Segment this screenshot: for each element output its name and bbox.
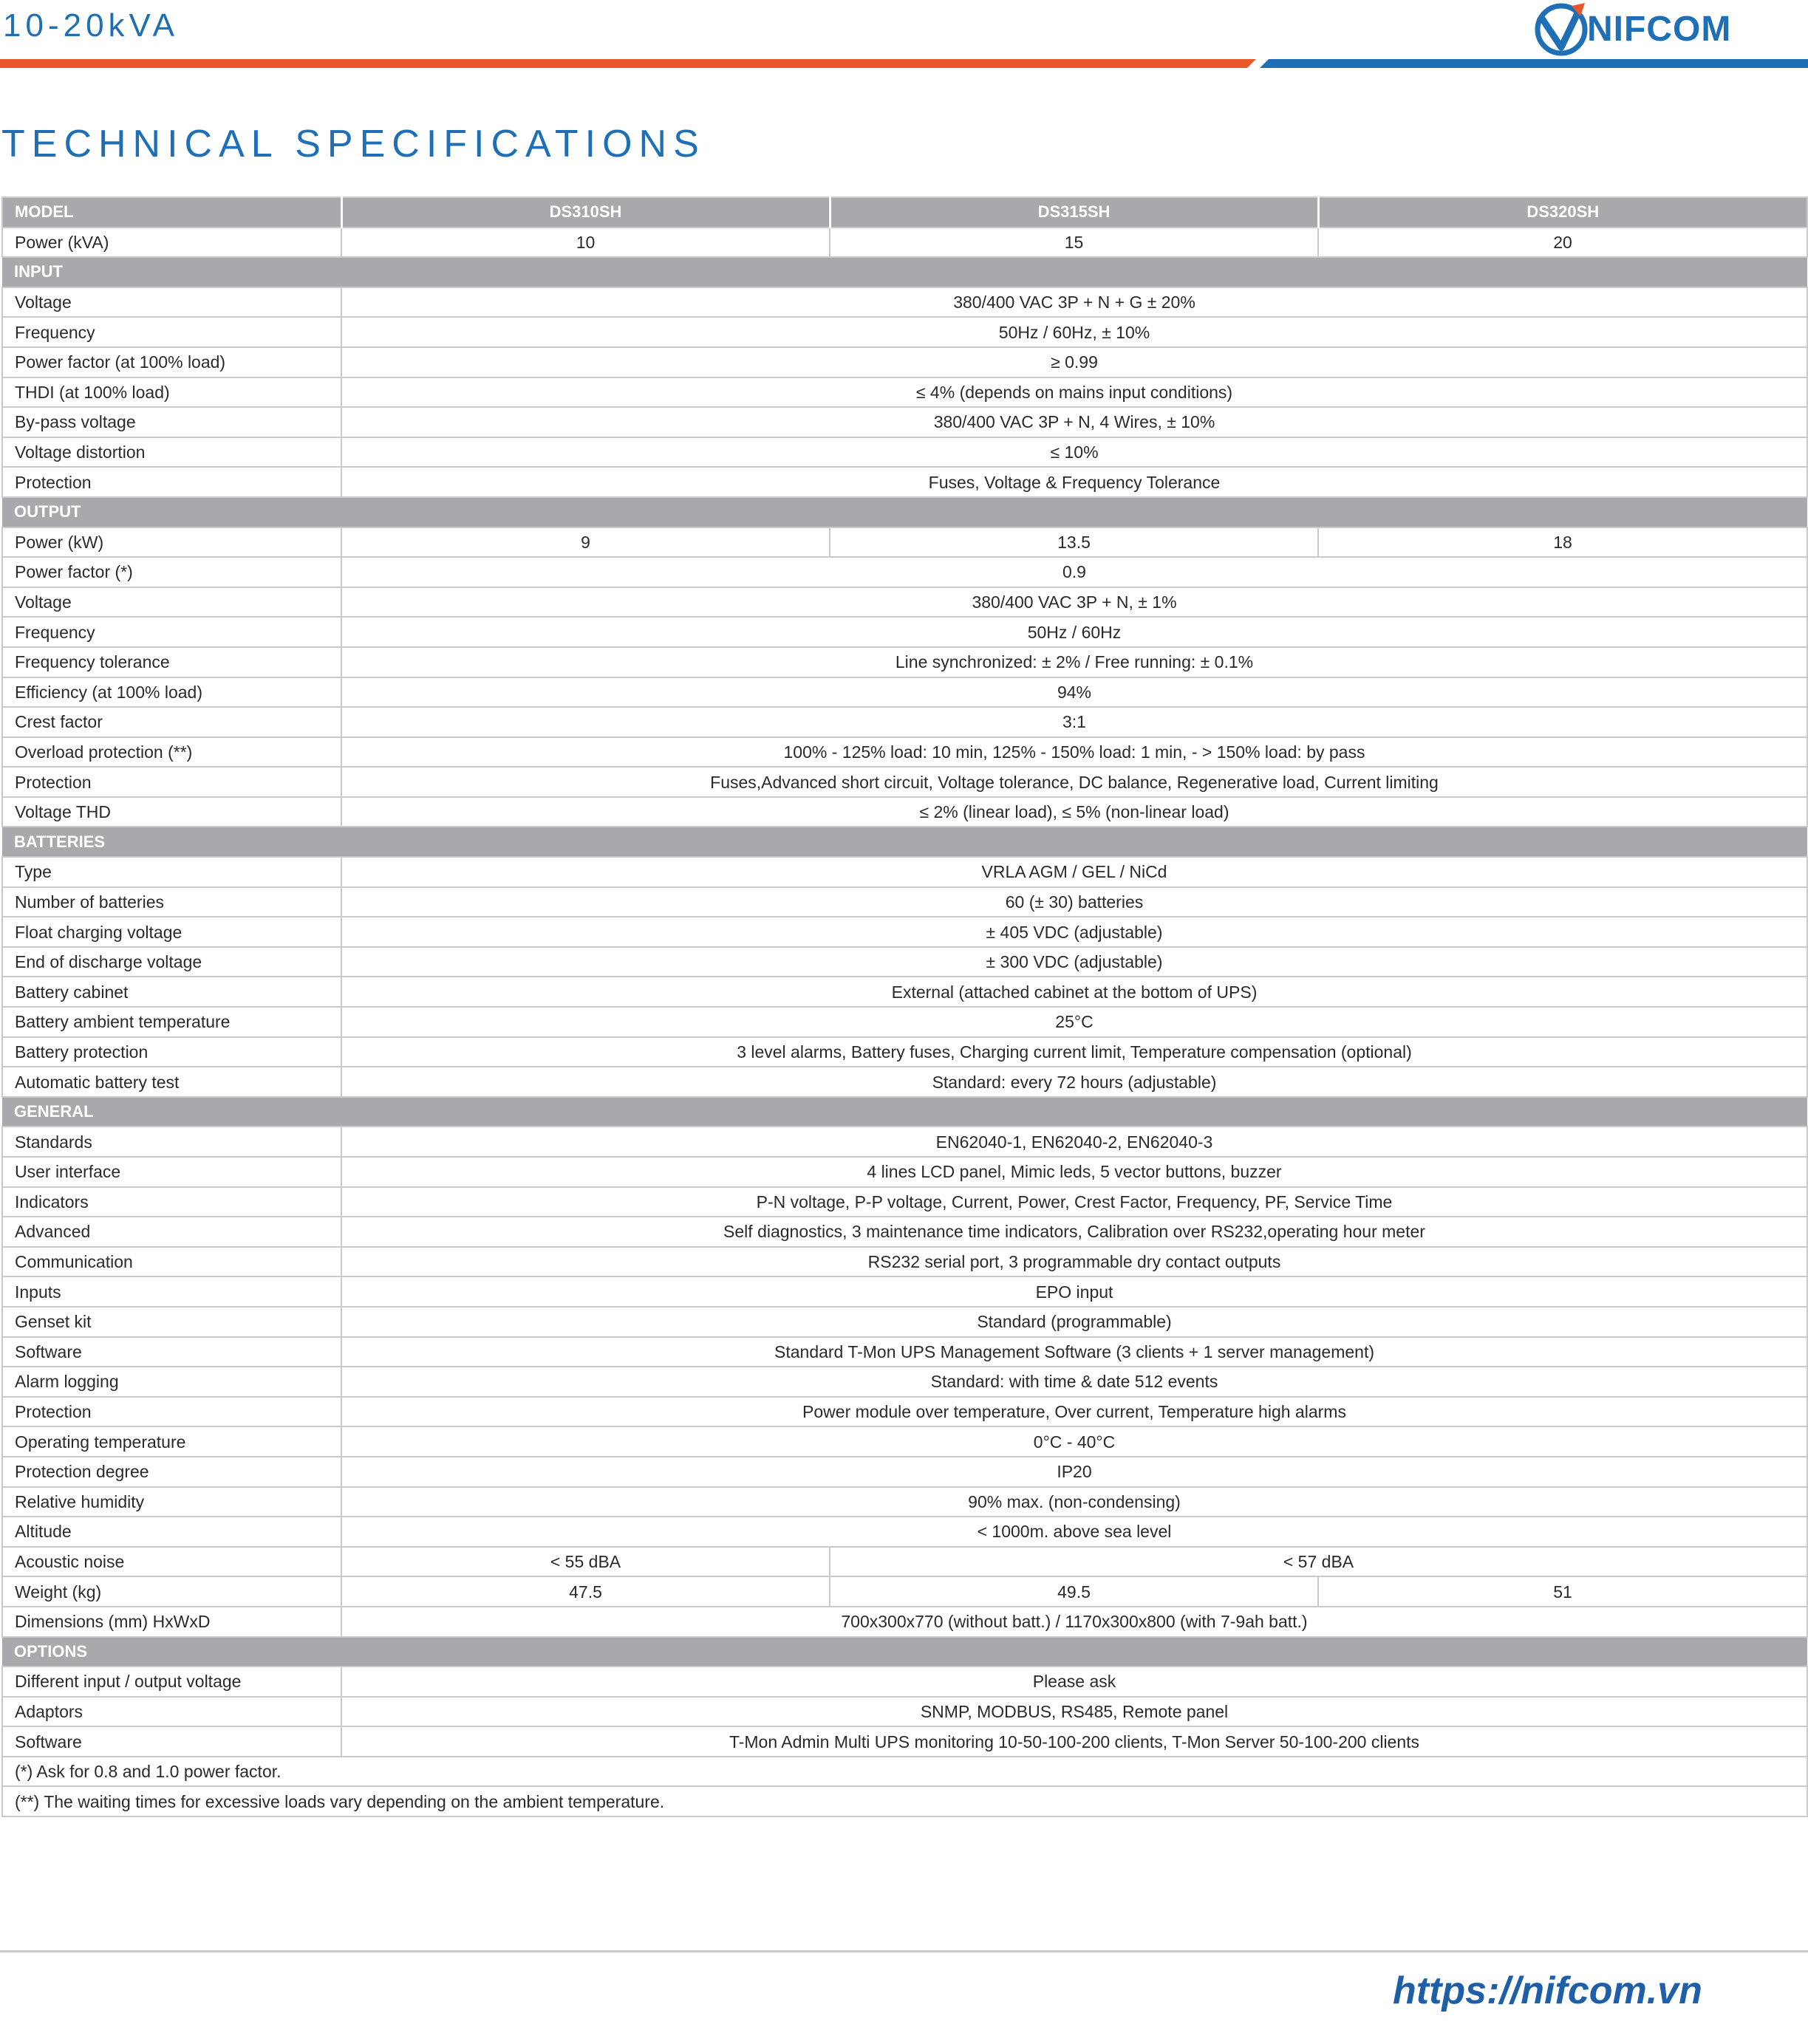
spec-label: Advanced [2,1217,341,1247]
table-row [2,1157,1807,1187]
spec-value: 90% max. (non-condensing) [341,1487,1807,1517]
spec-value: 380/400 VAC 3P + N, ± 1% [341,587,1807,618]
spec-label: Protection [2,467,341,497]
table-header-row [2,197,1807,228]
table-row [2,887,1807,917]
spec-value: 49.5 [830,1576,1318,1607]
spec-value: ≤ 2% (linear load), ≤ 5% (non-linear load) [341,797,1807,827]
spec-label: THDI (at 100% load) [2,377,341,408]
model-header-ds310sh: DS310SH [341,197,830,228]
spec-label: Software [2,1337,341,1367]
table-row [2,1367,1807,1397]
table-row [2,1487,1807,1517]
spec-value: 18 [1318,527,1807,558]
spec-label: Altitude [2,1517,341,1547]
spec-value: 0°C - 40°C [341,1426,1807,1457]
spec-label: Voltage distortion [2,437,341,468]
table-row [2,857,1807,887]
section-header-row [2,257,1807,287]
spec-value: ± 405 VDC (adjustable) [341,917,1807,947]
section-heading: INPUT [2,257,1807,287]
model-header-ds315sh: DS315SH [830,197,1318,228]
spec-label: Crest factor [2,707,341,737]
spec-value: ≤ 10% [341,437,1807,468]
spec-label: Battery cabinet [2,977,341,1007]
footnote-text: (*) Ask for 0.8 and 1.0 power factor. [2,1757,1807,1787]
spec-value: SNMP, MODBUS, RS485, Remote panel [341,1697,1807,1727]
table-row [2,677,1807,708]
spec-value: Standard T-Mon UPS Management Software (3 clients + 1 server management) [341,1337,1807,1367]
table-row [2,287,1807,318]
spec-label: Weight (kg) [2,1576,341,1607]
table-row [2,1547,1807,1577]
table-row [2,947,1807,977]
header-accent-bar-orange [0,59,1256,68]
section-header-row [2,827,1807,857]
spec-label: Adaptors [2,1697,341,1727]
spec-value: 15 [830,228,1318,258]
table-row [2,917,1807,947]
spec-label: Genset kit [2,1307,341,1337]
spec-value: < 57 dBA [830,1547,1807,1577]
spec-value: Line synchronized: ± 2% / Free running: ± 0.1% [341,647,1807,677]
product-range-title: 10-20kVA [3,7,179,44]
section-header-row [2,1637,1807,1667]
table-row [2,767,1807,797]
spec-label: Protection degree [2,1457,341,1487]
spec-label: Power (kW) [2,527,341,558]
table-row [2,707,1807,737]
spec-label: Dimensions (mm) HxWxD [2,1607,341,1637]
spec-label: Different input / output voltage [2,1667,341,1697]
specifications-table [1,196,1808,1817]
spec-value: Standard: with time & date 512 events [341,1367,1807,1397]
table-row [2,1667,1807,1697]
table-row [2,1397,1807,1427]
spec-label: Power (kVA) [2,228,341,258]
brand-name: NIFCOM [1587,10,1732,49]
section-heading: OPTIONS [2,1637,1807,1667]
spec-label: Frequency [2,317,341,347]
footnote-row [2,1786,1807,1816]
spec-label: Protection [2,767,341,797]
spec-label: Communication [2,1247,341,1277]
table-row [2,1697,1807,1727]
spec-value: 3 level alarms, Battery fuses, Charging current limit, Temperature compensation (optional) [341,1037,1807,1067]
table-row [2,557,1807,587]
spec-value: 3:1 [341,707,1807,737]
spec-label: Relative humidity [2,1487,341,1517]
table-row [2,1307,1807,1337]
spec-value: 380/400 VAC 3P + N, 4 Wires, ± 10% [341,407,1807,437]
table-row [2,1726,1807,1757]
spec-label: Frequency [2,617,341,647]
spec-value: EPO input [341,1276,1807,1307]
spec-value: Fuses,Advanced short circuit, Voltage tolerance, DC balance, Regenerative load, Current limiting [341,767,1807,797]
spec-value: < 55 dBA [341,1547,830,1577]
spec-value: 10 [341,228,830,258]
table-row [2,1576,1807,1607]
table-row [2,377,1807,408]
table-row [2,1276,1807,1307]
spec-value: RS232 serial port, 3 programmable dry contact outputs [341,1247,1807,1277]
spec-value: External (attached cabinet at the bottom of UPS) [341,977,1807,1007]
spec-label: Acoustic noise [2,1547,341,1577]
website-link[interactable]: https://nifcom.vn [1393,1969,1702,2012]
table-row [2,1607,1807,1637]
table-row [2,977,1807,1007]
section-heading: GENERAL [2,1097,1807,1127]
spec-value: 50Hz / 60Hz [341,617,1807,647]
spec-value: 51 [1318,1576,1807,1607]
spec-label: Protection [2,1397,341,1427]
footnote-row [2,1757,1807,1787]
table-row [2,737,1807,768]
spec-value: IP20 [341,1457,1807,1487]
spec-value: 50Hz / 60Hz, ± 10% [341,317,1807,347]
spec-label: Efficiency (at 100% load) [2,677,341,708]
table-row [2,347,1807,377]
table-row [2,407,1807,437]
spec-label: Indicators [2,1187,341,1217]
spec-label: Type [2,857,341,887]
table-row [2,1457,1807,1487]
spec-label: Power factor (at 100% load) [2,347,341,377]
table-row [2,1037,1807,1067]
spec-value: 9 [341,527,830,558]
table-row [2,1517,1807,1547]
spec-value: 13.5 [830,527,1318,558]
spec-label: Operating temperature [2,1426,341,1457]
spec-value: Standard (programmable) [341,1307,1807,1337]
spec-label: Software [2,1726,341,1757]
spec-label: Alarm logging [2,1367,341,1397]
table-row [2,797,1807,827]
spec-value: 20 [1318,228,1807,258]
table-row [2,647,1807,677]
footer-divider [0,1950,1808,1952]
spec-value: ≤ 4% (depends on mains input conditions) [341,377,1807,408]
spec-label: Overload protection (**) [2,737,341,768]
spec-value: VRLA AGM / GEL / NiCd [341,857,1807,887]
spec-label: Inputs [2,1276,341,1307]
model-header-ds320sh: DS320SH [1318,197,1807,228]
spec-value: 0.9 [341,557,1807,587]
spec-label: End of discharge voltage [2,947,341,977]
table-row [2,1247,1807,1277]
model-header-label: MODEL [2,197,341,228]
spec-value: ≥ 0.99 [341,347,1807,377]
spec-label: User interface [2,1157,341,1187]
spec-value: T-Mon Admin Multi UPS monitoring 10-50-100-200 clients, T-Mon Server 50-100-200 clients [341,1726,1807,1757]
spec-label: Battery protection [2,1037,341,1067]
spec-label: Voltage [2,287,341,318]
spec-label: Standards [2,1127,341,1157]
spec-value: Fuses, Voltage & Frequency Tolerance [341,467,1807,497]
spec-value: P-N voltage, P-P voltage, Current, Power, Crest Factor, Frequency, PF, Service Time [341,1187,1807,1217]
spec-value: Power module over temperature, Over current, Temperature high alarms [341,1397,1807,1427]
table-row [2,437,1807,468]
spec-value: 60 (± 30) batteries [341,887,1807,917]
spec-value: 700x300x770 (without batt.) / 1170x300x800 (with 7-9ah batt.) [341,1607,1807,1637]
spec-value: 47.5 [341,1576,830,1607]
spec-label: By-pass voltage [2,407,341,437]
spec-value: EN62040-1, EN62040-2, EN62040-3 [341,1127,1807,1157]
table-row [2,1187,1807,1217]
section-heading: OUTPUT [2,497,1807,527]
table-row [2,228,1807,258]
spec-label: Voltage THD [2,797,341,827]
table-row [2,467,1807,497]
spec-label: Float charging voltage [2,917,341,947]
table-row [2,527,1807,558]
table-row [2,1217,1807,1247]
spec-label: Voltage [2,587,341,618]
table-row [2,617,1807,647]
spec-value: Please ask [341,1667,1807,1697]
section-heading: BATTERIES [2,827,1807,857]
spec-label: Battery ambient temperature [2,1007,341,1037]
spec-label: Number of batteries [2,887,341,917]
table-row [2,1426,1807,1457]
page-title: TECHNICAL SPECIFICATIONS [1,123,706,165]
spec-label: Power factor (*) [2,557,341,587]
spec-value: Standard: every 72 hours (adjustable) [341,1067,1807,1097]
spec-value: 100% - 125% load: 10 min, 125% - 150% load: 1 min, - > 150% load: by pass [341,737,1807,768]
spec-value: Self diagnostics, 3 maintenance time indicators, Calibration over RS232,operating hour meter [341,1217,1807,1247]
spec-label: Automatic battery test [2,1067,341,1097]
table-row [2,1007,1807,1037]
table-row [2,1127,1807,1157]
spec-value: 380/400 VAC 3P + N + G ± 20% [341,287,1807,318]
spec-label: Frequency tolerance [2,647,341,677]
section-header-row [2,497,1807,527]
spec-value: 4 lines LCD panel, Mimic leds, 5 vector buttons, buzzer [341,1157,1807,1187]
section-header-row [2,1097,1807,1127]
footnote-text: (**) The waiting times for excessive loads vary depending on the ambient temperature. [2,1786,1807,1816]
table-row [2,1067,1807,1097]
table-row [2,1337,1807,1367]
spec-value: 25°C [341,1007,1807,1037]
header-accent-bar-blue [1260,59,1808,68]
spec-value: 94% [341,677,1807,708]
spec-value: ± 300 VDC (adjustable) [341,947,1807,977]
table-row [2,587,1807,618]
spec-value: < 1000m. above sea level [341,1517,1807,1547]
table-row [2,317,1807,347]
